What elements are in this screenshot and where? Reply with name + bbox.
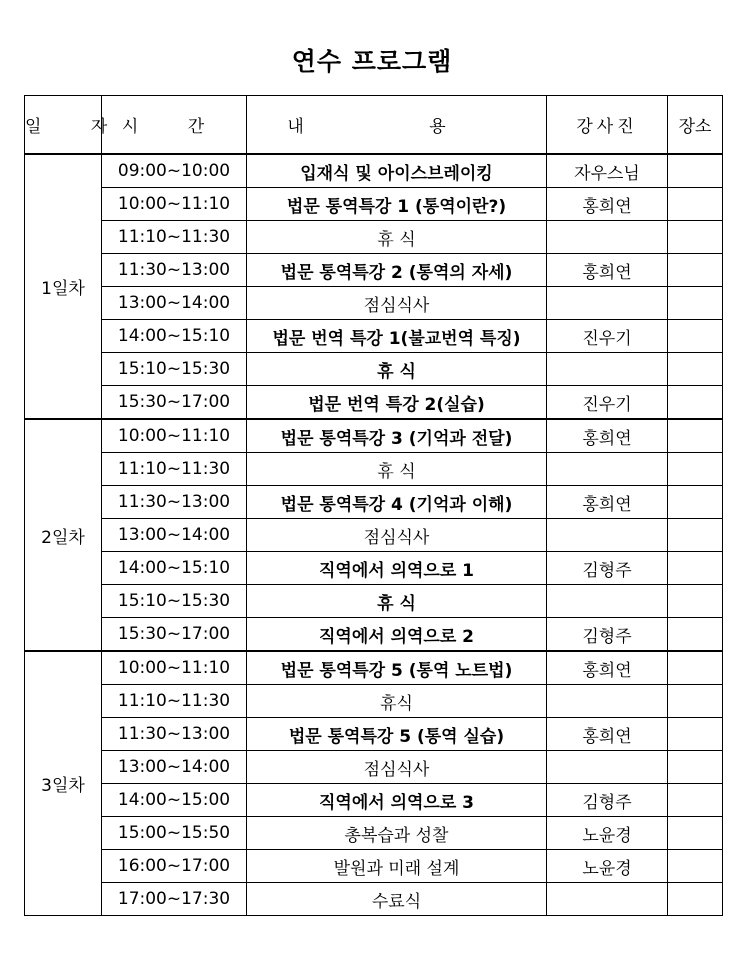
content-cell: 법문 통역특강 1 (통역이란?) bbox=[247, 188, 547, 221]
content-cell: 법문 통역특강 3 (기억과 전달) bbox=[247, 419, 547, 453]
content-cell: 휴 식 bbox=[247, 453, 547, 486]
time-cell: 15:10~15:30 bbox=[102, 353, 247, 386]
content-cell: 법문 통역특강 4 (기억과 이해) bbox=[247, 486, 547, 519]
time-cell: 17:00~17:30 bbox=[102, 883, 247, 916]
instructor-cell: 홍희연 bbox=[547, 486, 668, 519]
table-row bbox=[25, 386, 723, 420]
time-cell: 14:00~15:10 bbox=[102, 552, 247, 585]
place-cell bbox=[668, 718, 723, 751]
content-cell: 휴 식 bbox=[247, 585, 547, 618]
time-cell: 11:10~11:30 bbox=[102, 685, 247, 718]
table-row bbox=[25, 486, 723, 519]
table-row bbox=[25, 188, 723, 221]
time-cell: 15:00~15:50 bbox=[102, 817, 247, 850]
table-row bbox=[25, 651, 723, 685]
content-cell: 법문 통역특강 2 (통역의 자세) bbox=[247, 254, 547, 287]
instructor-cell bbox=[547, 883, 668, 916]
instructor-cell: 홍희연 bbox=[547, 419, 668, 453]
time-cell: 14:00~15:10 bbox=[102, 320, 247, 353]
table-row bbox=[25, 221, 723, 254]
content-cell: 직역에서 의역으로 2 bbox=[247, 618, 547, 652]
place-cell bbox=[668, 221, 723, 254]
time-cell: 13:00~14:00 bbox=[102, 519, 247, 552]
content-cell: 점심식사 bbox=[247, 287, 547, 320]
content-cell: 총복습과 성찰 bbox=[247, 817, 547, 850]
place-cell bbox=[668, 486, 723, 519]
content-cell: 점심식사 bbox=[247, 519, 547, 552]
table-row bbox=[25, 519, 723, 552]
instructor-cell bbox=[547, 585, 668, 618]
header-time: 시 간 bbox=[102, 96, 247, 155]
place-cell bbox=[668, 254, 723, 287]
instructor-cell: 자우스님 bbox=[547, 154, 668, 188]
time-cell: 11:30~13:00 bbox=[102, 486, 247, 519]
place-cell bbox=[668, 188, 723, 221]
time-cell: 15:30~17:00 bbox=[102, 386, 247, 420]
instructor-cell: 진우기 bbox=[547, 386, 668, 420]
place-cell bbox=[668, 353, 723, 386]
instructor-cell: 진우기 bbox=[547, 320, 668, 353]
instructor-cell: 노윤경 bbox=[547, 850, 668, 883]
time-cell: 15:30~17:00 bbox=[102, 618, 247, 652]
time-cell: 10:00~11:10 bbox=[102, 651, 247, 685]
day-label: 3일차 bbox=[25, 651, 102, 916]
instructor-cell: 김형주 bbox=[547, 618, 668, 652]
content-cell: 법문 통역특강 5 (통역 노트법) bbox=[247, 651, 547, 685]
header-day: 일 자 bbox=[25, 96, 102, 155]
place-cell bbox=[668, 685, 723, 718]
table-header bbox=[25, 96, 723, 155]
time-cell: 11:10~11:30 bbox=[102, 453, 247, 486]
content-cell: 법문 번역 특강 2(실습) bbox=[247, 386, 547, 420]
place-cell bbox=[668, 552, 723, 585]
content-cell: 법문 통역특강 5 (통역 실습) bbox=[247, 718, 547, 751]
time-cell: 14:00~15:00 bbox=[102, 784, 247, 817]
table-row bbox=[25, 618, 723, 652]
content-cell: 직역에서 의역으로 1 bbox=[247, 552, 547, 585]
place-cell bbox=[668, 386, 723, 420]
instructor-cell bbox=[547, 685, 668, 718]
place-cell bbox=[668, 453, 723, 486]
place-cell bbox=[668, 519, 723, 552]
place-cell bbox=[668, 585, 723, 618]
table-row bbox=[25, 453, 723, 486]
table-body bbox=[25, 154, 723, 916]
table-row bbox=[25, 850, 723, 883]
table-row bbox=[25, 287, 723, 320]
time-cell: 10:00~11:10 bbox=[102, 419, 247, 453]
place-cell bbox=[668, 651, 723, 685]
instructor-cell bbox=[547, 287, 668, 320]
header-instructor: 강사진 bbox=[547, 96, 668, 155]
table-row bbox=[25, 585, 723, 618]
table-row bbox=[25, 784, 723, 817]
place-cell bbox=[668, 751, 723, 784]
instructor-cell bbox=[547, 453, 668, 486]
instructor-cell bbox=[547, 519, 668, 552]
header-content: 내 용 bbox=[247, 96, 547, 155]
place-cell bbox=[668, 883, 723, 916]
content-cell: 입재식 및 아이스브레이킹 bbox=[247, 154, 547, 188]
table-row bbox=[25, 817, 723, 850]
table-row bbox=[25, 353, 723, 386]
place-cell bbox=[668, 817, 723, 850]
instructor-cell bbox=[547, 221, 668, 254]
program-table bbox=[24, 95, 723, 916]
time-cell: 13:00~14:00 bbox=[102, 287, 247, 320]
table-row bbox=[25, 419, 723, 453]
table-row bbox=[25, 254, 723, 287]
place-cell bbox=[668, 320, 723, 353]
instructor-cell: 김형주 bbox=[547, 552, 668, 585]
place-cell bbox=[668, 618, 723, 652]
time-cell: 10:00~11:10 bbox=[102, 188, 247, 221]
header-row bbox=[25, 96, 723, 155]
page-title: 연수 프로그램 bbox=[291, 47, 453, 76]
content-cell: 직역에서 의역으로 3 bbox=[247, 784, 547, 817]
place-cell bbox=[668, 850, 723, 883]
header-place: 장소 bbox=[668, 96, 723, 155]
instructor-cell: 김형주 bbox=[547, 784, 668, 817]
time-cell: 11:10~11:30 bbox=[102, 221, 247, 254]
place-cell bbox=[668, 419, 723, 453]
time-cell: 11:30~13:00 bbox=[102, 718, 247, 751]
content-cell: 법문 번역 특강 1(불교번역 특징) bbox=[247, 320, 547, 353]
table-row bbox=[25, 320, 723, 353]
content-cell: 수료식 bbox=[247, 883, 547, 916]
instructor-cell bbox=[547, 751, 668, 784]
instructor-cell: 홍희연 bbox=[547, 651, 668, 685]
content-cell: 휴 식 bbox=[247, 353, 547, 386]
content-cell: 점심식사 bbox=[247, 751, 547, 784]
table-row bbox=[25, 718, 723, 751]
instructor-cell: 홍희연 bbox=[547, 718, 668, 751]
time-cell: 11:30~13:00 bbox=[102, 254, 247, 287]
content-cell: 휴식 bbox=[247, 685, 547, 718]
day-label: 1일차 bbox=[25, 154, 102, 419]
content-cell: 휴 식 bbox=[247, 221, 547, 254]
table-row bbox=[25, 154, 723, 188]
place-cell bbox=[668, 154, 723, 188]
place-cell bbox=[668, 784, 723, 817]
time-cell: 09:00~10:00 bbox=[102, 154, 247, 188]
time-cell: 15:10~15:30 bbox=[102, 585, 247, 618]
content-cell: 발원과 미래 설계 bbox=[247, 850, 547, 883]
table-row bbox=[25, 883, 723, 916]
day-label: 2일차 bbox=[25, 419, 102, 651]
table-row bbox=[25, 552, 723, 585]
table-row bbox=[25, 751, 723, 784]
time-cell: 16:00~17:00 bbox=[102, 850, 247, 883]
instructor-cell: 홍희연 bbox=[547, 254, 668, 287]
instructor-cell: 노윤경 bbox=[547, 817, 668, 850]
place-cell bbox=[668, 287, 723, 320]
table-row bbox=[25, 685, 723, 718]
instructor-cell: 홍희연 bbox=[547, 188, 668, 221]
time-cell: 13:00~14:00 bbox=[102, 751, 247, 784]
instructor-cell bbox=[547, 353, 668, 386]
